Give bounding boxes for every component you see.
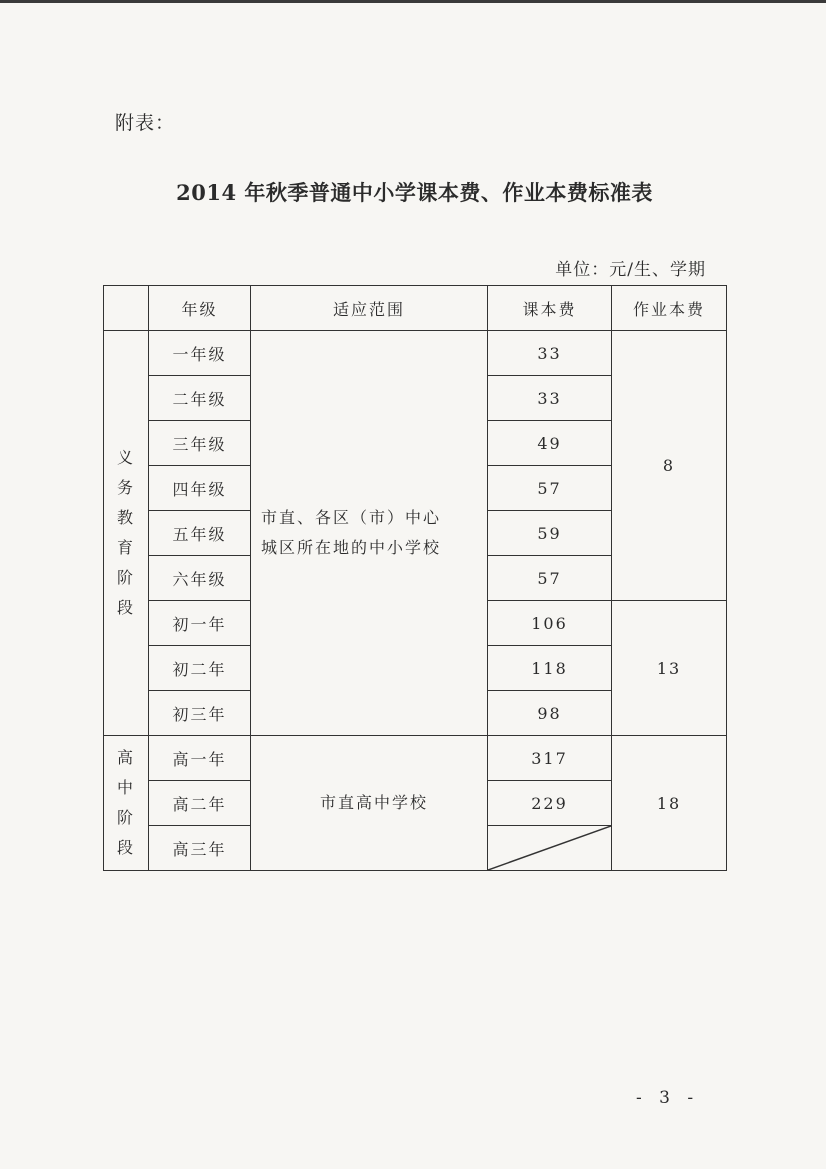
stage-compulsory: [104, 331, 149, 736]
page-number: - 3 -: [636, 1088, 700, 1108]
stage-char: 中: [116, 778, 135, 797]
stage-char: 教: [116, 508, 135, 527]
grade-cell: 三年级: [149, 421, 251, 466]
grade-cell: 高二年: [149, 781, 251, 826]
book-fee-cell: 33: [488, 376, 612, 421]
diagonal-line: [488, 826, 611, 870]
stage-char: 务: [116, 478, 135, 497]
scope-line: 市直、各区（市）中心: [261, 508, 442, 527]
header-book-fee: 课本费: [488, 286, 612, 331]
book-fee-cell: 33: [488, 331, 612, 376]
book-fee-cell: 317: [488, 736, 612, 781]
grade-cell: 初二年: [149, 646, 251, 691]
stage-char: 阶: [116, 808, 135, 827]
header-work-fee: 作业本费: [612, 286, 727, 331]
table-row: [104, 331, 727, 376]
book-fee-cell: 59: [488, 511, 612, 556]
header-stage: [104, 286, 149, 331]
book-fee-cell: 118: [488, 646, 612, 691]
stage-senior: [104, 736, 149, 871]
work-fee-junior: 13: [612, 601, 727, 736]
attachment-label: 附表：: [115, 112, 176, 134]
scope-compulsory: [251, 331, 488, 736]
stage-char: 高: [116, 748, 135, 767]
stage-char: 段: [116, 838, 135, 857]
book-fee-cell: 229: [488, 781, 612, 826]
scope-senior: 市直高中学校: [251, 736, 488, 871]
grade-cell: 二年级: [149, 376, 251, 421]
page-top-edge: [0, 0, 826, 3]
stage-char: 育: [116, 538, 135, 557]
grade-cell: 一年级: [149, 331, 251, 376]
work-fee-senior: 18: [612, 736, 727, 871]
header-scope: 适应范围: [251, 286, 488, 331]
table-header-row: [104, 286, 727, 331]
stage-char: 阶: [116, 568, 135, 587]
stage-char: 段: [116, 598, 135, 617]
fee-standard-table: [103, 285, 727, 871]
work-fee-primary: 8: [612, 331, 727, 601]
document-title: 2014 年秋季普通中小学课本费、作业本费标准表: [176, 180, 653, 205]
grade-cell: 初一年: [149, 601, 251, 646]
stage-char: 义: [116, 448, 135, 467]
scope-line: 城区所在地的中小学校: [261, 538, 442, 557]
book-fee-empty-diagonal-cell: [488, 826, 612, 871]
book-fee-cell: 57: [488, 556, 612, 601]
book-fee-cell: 98: [488, 691, 612, 736]
header-grade: 年级: [149, 286, 251, 331]
book-fee-cell: 57: [488, 466, 612, 511]
table-row: [104, 736, 727, 781]
book-fee-cell: 49: [488, 421, 612, 466]
grade-cell: 五年级: [149, 511, 251, 556]
grade-cell: 四年级: [149, 466, 251, 511]
grade-cell: 六年级: [149, 556, 251, 601]
grade-cell: 高一年: [149, 736, 251, 781]
grade-cell: 高三年: [149, 826, 251, 871]
unit-note: 单位：元/生、学期: [555, 260, 706, 280]
book-fee-cell: 106: [488, 601, 612, 646]
grade-cell: 初三年: [149, 691, 251, 736]
